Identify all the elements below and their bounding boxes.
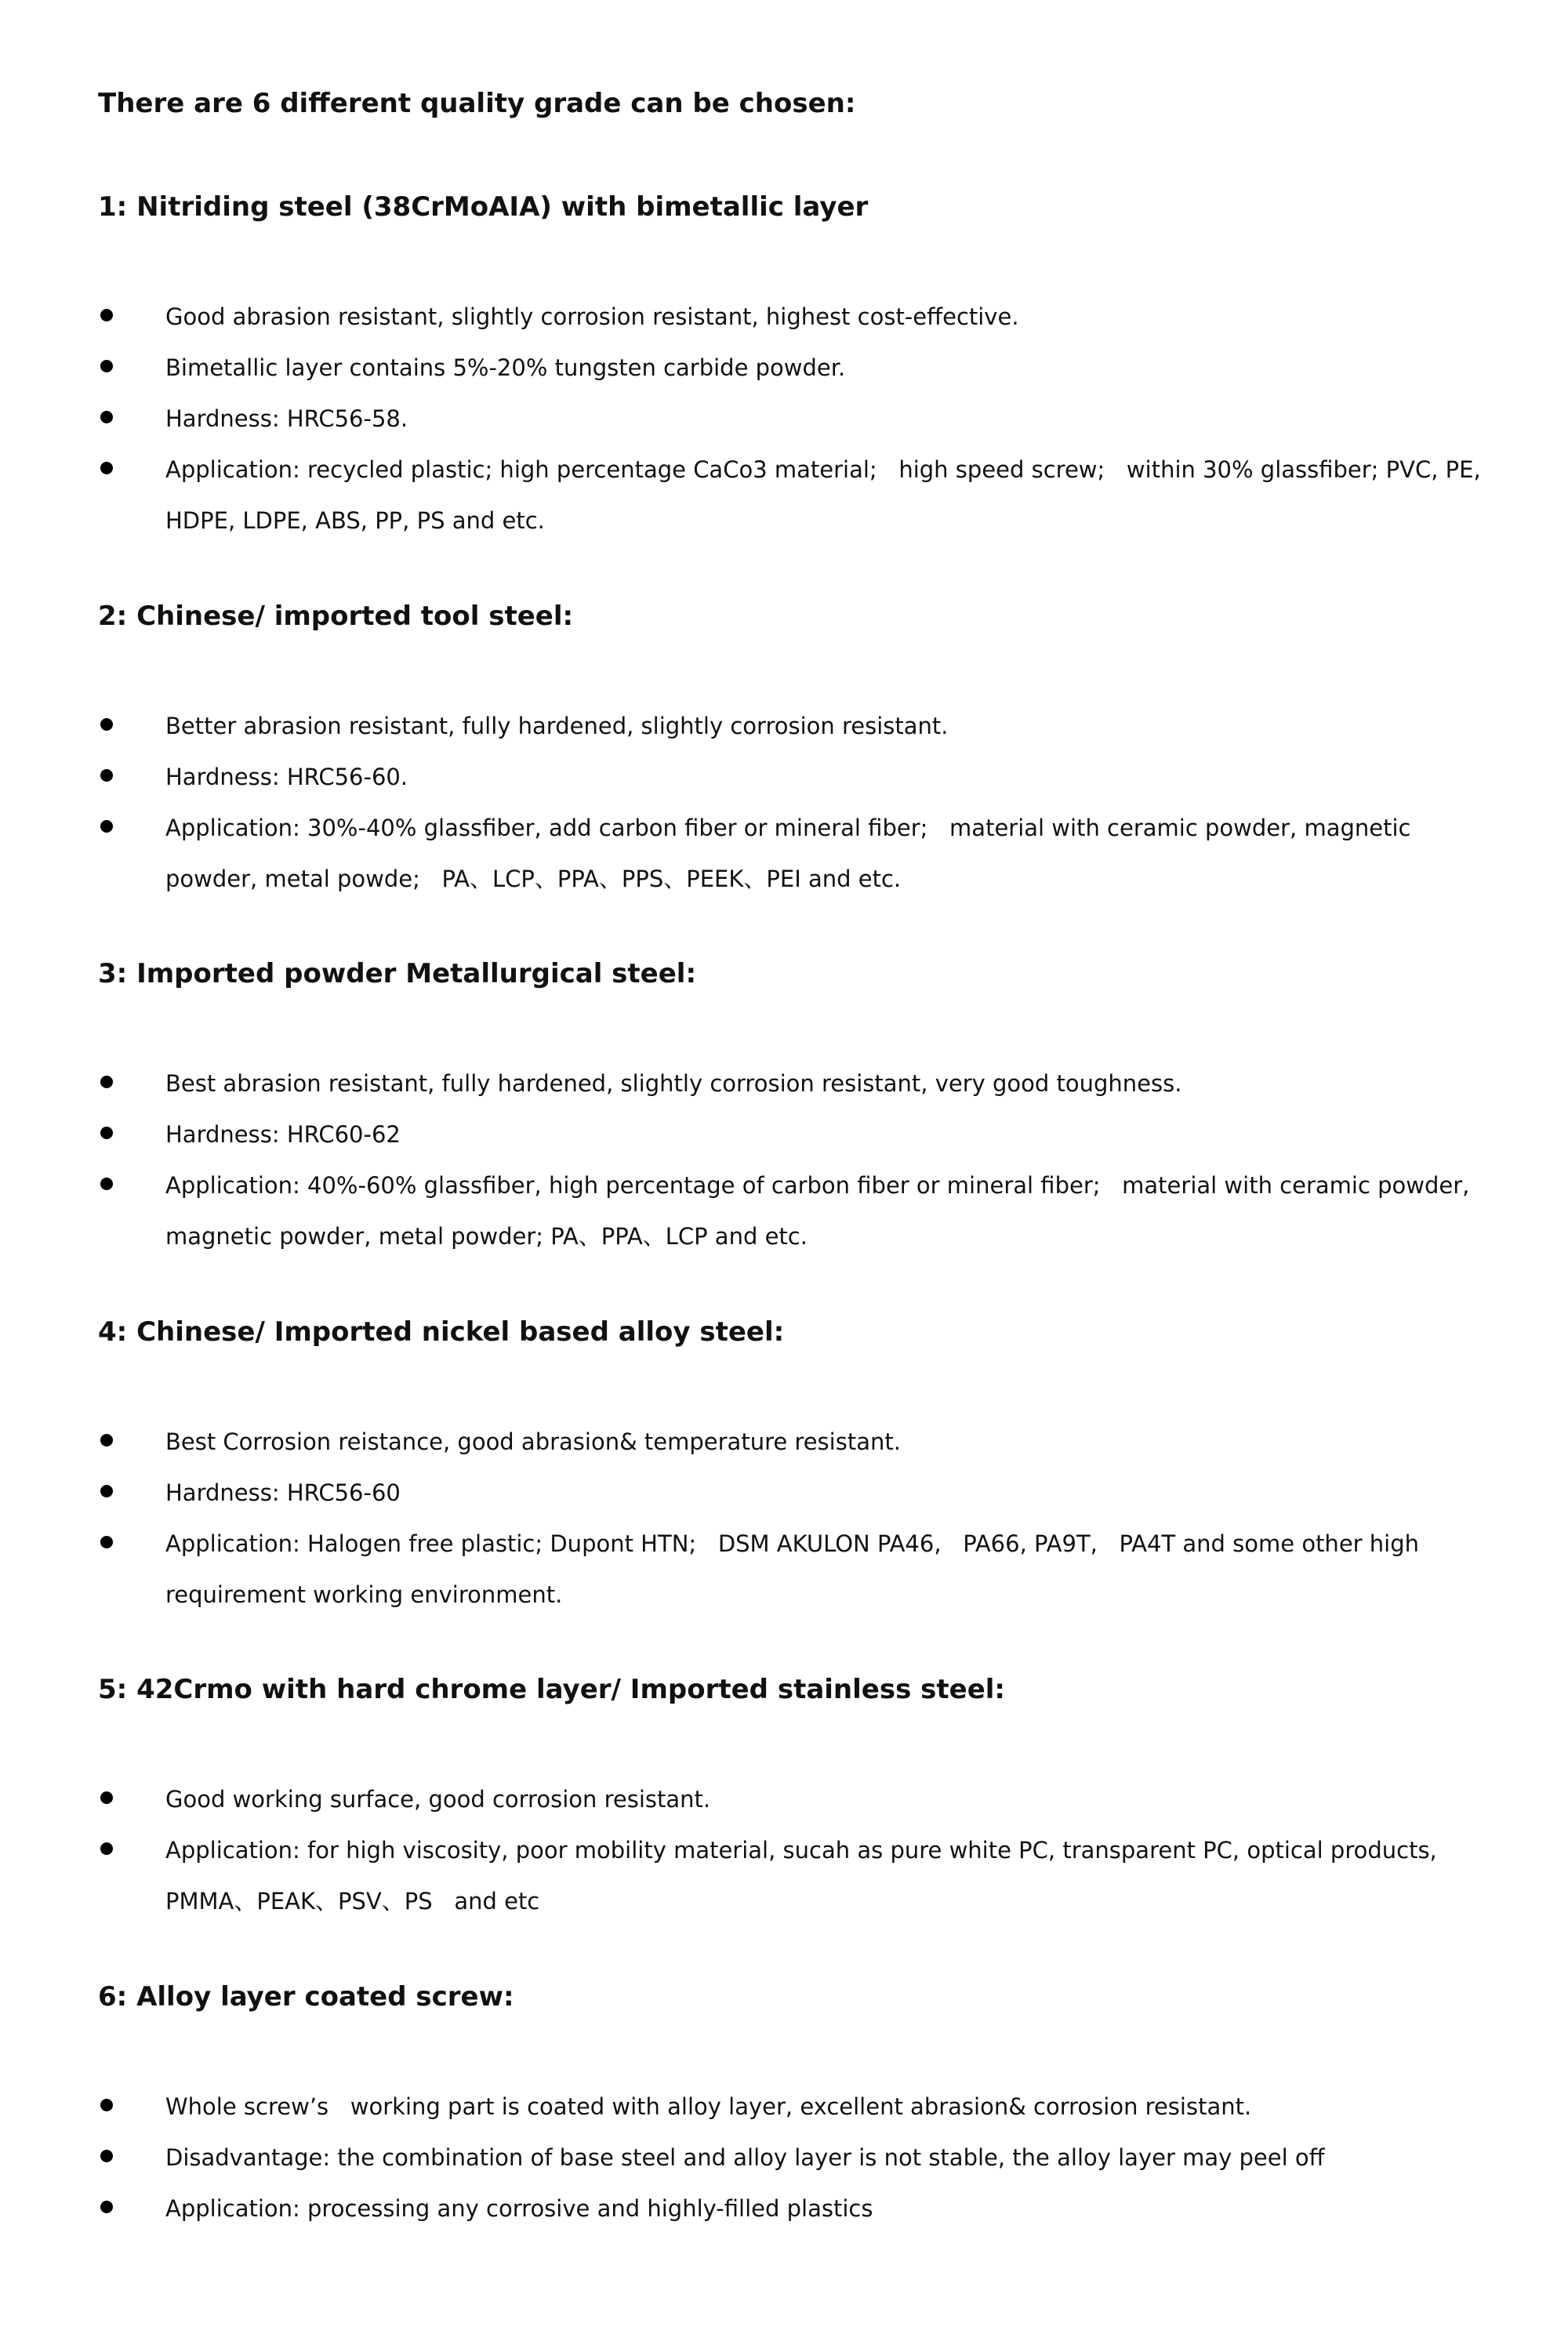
bullet-dot-icon [100, 1485, 113, 1497]
bullet-dot-icon [100, 718, 113, 731]
bullet-dot-icon [100, 309, 113, 321]
list-item [0, 1417, 1568, 1468]
list-item [0, 752, 1568, 803]
bullet-dot-icon [100, 1076, 113, 1088]
list-item [0, 343, 1568, 394]
list-item [0, 803, 1568, 905]
section-title: 3: Imported powder Metallurgical steel: [98, 958, 697, 989]
list-item [0, 1825, 1568, 1927]
list-item [0, 701, 1568, 752]
bullet-dot-icon [100, 1127, 113, 1139]
list-item [0, 1109, 1568, 1160]
bullet-dot-icon [100, 462, 113, 474]
bullet-text: Best Corrosion reistance, good abrasion& temperature resistant. [165, 1428, 901, 1455]
bullet-text: Best abrasion resistant, fully hardened, slightly corrosion resistant, very good toughness. [165, 1070, 1182, 1097]
section-title: 6: Alloy layer coated screw: [98, 1981, 514, 2013]
bullet-text: Application: for high viscosity, poor mobility material, sucah as pure white PC, transparent PC, optical products, PMMA、PEAK、PSV、PS and etc [165, 1837, 1444, 1915]
section-title: 2: Chinese/ imported tool steel: [98, 601, 574, 632]
list-item [0, 1468, 1568, 1519]
bullet-list [0, 701, 1568, 905]
bullet-text: Bimetallic layer contains 5%-20% tungsten carbide powder. [165, 354, 846, 381]
bullet-dot-icon [100, 820, 113, 833]
bullet-text: Application: 40%-60% glassfiber, high percentage of carbon fiber or mineral fiber; material with ceramic powder, magnetic powder, metal powder; PA、PPA、LCP and etc. [165, 1172, 1477, 1250]
bullet-list [0, 292, 1568, 546]
list-item [0, 2132, 1568, 2183]
list-item [0, 1774, 1568, 1825]
bullet-text: Application: processing any corrosive and highly-filled plastics [165, 2195, 873, 2222]
bullet-text: Hardness: HRC56-58. [165, 405, 408, 432]
list-item [0, 1519, 1568, 1621]
bullet-text: Hardness: HRC56-60 [165, 1479, 401, 1506]
list-item [0, 2082, 1568, 2132]
bullet-text: Better abrasion resistant, fully hardened, slightly corrosion resistant. [165, 713, 949, 739]
bullet-dot-icon [100, 769, 113, 782]
list-item [0, 292, 1568, 343]
bullet-dot-icon [100, 1842, 113, 1855]
bullet-dot-icon [100, 1178, 113, 1190]
bullet-dot-icon [100, 411, 113, 423]
list-item [0, 2183, 1568, 2234]
bullet-text: Application: recycled plastic; high percentage CaCo3 material; high speed screw; within 30% glassfiber; PVC, PE, HDPE, LDPE, ABS, PP, PS and etc. [165, 456, 1488, 534]
section-title: 4: Chinese/ Imported nickel based alloy steel: [98, 1316, 785, 1348]
bullet-text: Hardness: HRC60-62 [165, 1121, 401, 1148]
bullet-dot-icon [100, 2201, 113, 2213]
bullet-dot-icon [100, 360, 113, 372]
bullet-list [0, 1417, 1568, 1621]
bullet-text: Good working surface, good corrosion resistant. [165, 1786, 711, 1813]
bullet-text: Application: 30%-40% glassfiber, add carbon fiber or mineral fiber; material with ceramic powder, magnetic powder, metal powde; PA、LCP、PPA、PPS、PEEK、PEI and etc. [165, 815, 1418, 892]
bullet-dot-icon [100, 1536, 113, 1548]
section-title: 1: Nitriding steel (38CrMoAIA) with bimetallic layer [98, 191, 869, 223]
bullet-dot-icon [100, 2150, 113, 2162]
list-item [0, 1058, 1568, 1109]
bullet-text: Disadvantage: the combination of base steel and alloy layer is not stable, the alloy layer may peel off [165, 2144, 1325, 2171]
list-item [0, 394, 1568, 445]
list-item [0, 445, 1568, 546]
bullet-dot-icon [100, 1791, 113, 1804]
bullet-list [0, 1774, 1568, 1927]
list-item [0, 1160, 1568, 1262]
bullet-text: Good abrasion resistant, slightly corrosion resistant, highest cost-effective. [165, 303, 1019, 330]
bullet-dot-icon [100, 1434, 113, 1446]
bullet-text: Whole screw’s working part is coated with alloy layer, excellent abrasion& corrosion resistant. [165, 2093, 1252, 2120]
bullet-text: Application: Halogen free plastic; Dupont HTN; DSM AKULON PA46, PA66, PA9T, PA4T and some other high requirement working environment. [165, 1530, 1427, 1608]
bullet-list [0, 2082, 1568, 2234]
section-title: 5: 42Crmo with hard chrome layer/ Imported stainless steel: [98, 1674, 1006, 1705]
intro-heading: There are 6 different quality grade can be chosen: [98, 88, 856, 119]
bullet-list [0, 1058, 1568, 1262]
bullet-text: Hardness: HRC56-60. [165, 764, 408, 790]
bullet-dot-icon [100, 2099, 113, 2111]
